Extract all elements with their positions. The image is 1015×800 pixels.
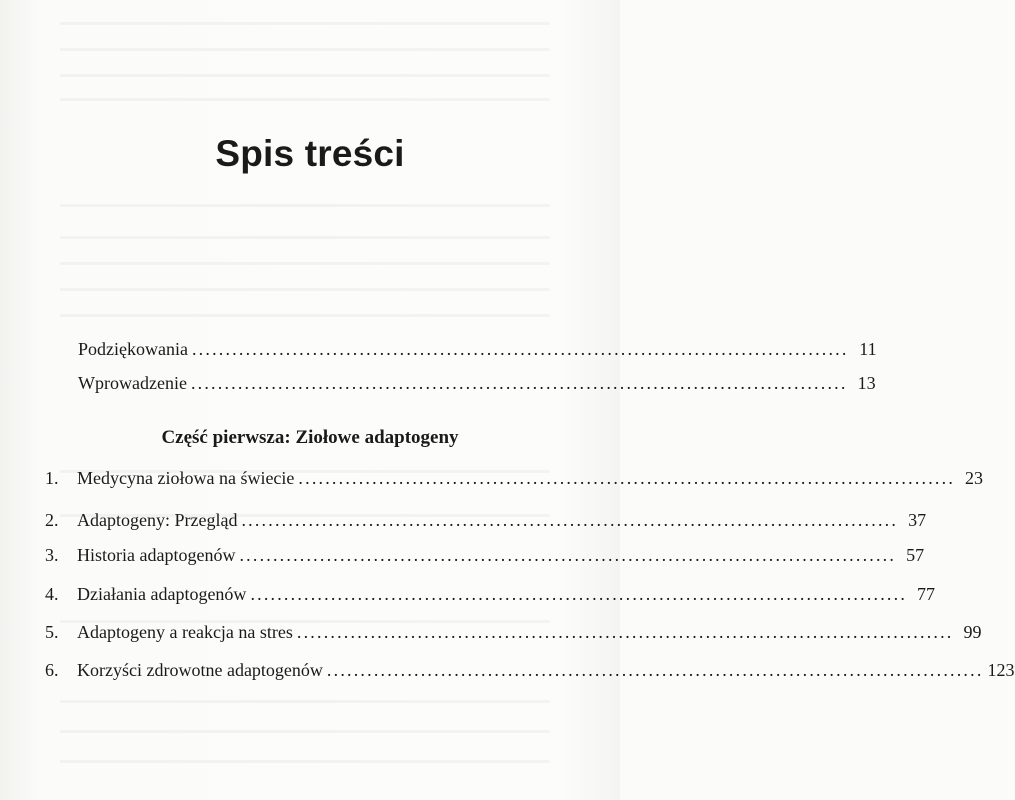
chapter-page: 37 — [908, 510, 927, 530]
show-through-line — [60, 236, 550, 239]
chapter-title: Medycyna ziołowa na świecie — [77, 468, 295, 488]
dot-leader: .................................................................................................. — [241, 510, 899, 530]
chapter-number: 4. — [45, 584, 59, 604]
chapter-number: 2. — [45, 510, 59, 530]
show-through-line — [60, 760, 550, 763]
dot-leader: .................................................................................................. — [191, 339, 849, 359]
show-through-line — [60, 288, 550, 291]
show-through-line — [60, 98, 550, 101]
toc-entry-introduction[interactable] — [78, 372, 876, 394]
part-heading: Część pierwsza: Ziołowe adaptogeny — [161, 427, 459, 448]
toc-entry-label: Wprowadzenie — [78, 373, 187, 393]
dot-leader: .................................................................................................. — [250, 584, 908, 604]
chapter-title: Korzyści zdrowotne adaptogenów — [77, 660, 323, 680]
show-through-line — [60, 22, 550, 25]
chapter-number: 1. — [45, 468, 59, 488]
chapter-title: Adaptogeny a reakcja na stres — [77, 622, 293, 642]
toc-entry-label: Podziękowania — [78, 339, 188, 359]
chapter-page: 123 — [987, 660, 1015, 680]
chapter-page: 23 — [965, 468, 984, 488]
show-through-line — [60, 74, 550, 77]
toc-chapter-4[interactable] — [45, 583, 936, 605]
chapter-page: 77 — [917, 584, 936, 604]
toc-entry-page: 13 — [857, 373, 876, 393]
show-through-line — [60, 48, 550, 51]
toc-chapter-1[interactable] — [45, 467, 984, 489]
toc-entry-acknowledgements[interactable] — [78, 338, 877, 360]
show-through-line — [60, 730, 550, 733]
chapter-number: 5. — [45, 622, 59, 642]
show-through-line — [60, 204, 550, 207]
toc-chapter-6[interactable] — [45, 659, 1015, 681]
chapter-title: Działania adaptogenów — [77, 584, 247, 604]
dot-leader: .................................................................................................. — [296, 622, 954, 642]
chapter-title: Adaptogeny: Przegląd — [77, 510, 238, 530]
toc-chapter-5[interactable] — [45, 621, 982, 643]
chapter-page: 99 — [963, 622, 982, 642]
page-title: Spis treści — [215, 133, 405, 174]
show-through-line — [60, 314, 550, 317]
toc-entry-page: 11 — [859, 339, 877, 359]
show-through-line — [60, 262, 550, 265]
dot-leader: .................................................................................................. — [298, 468, 956, 488]
dot-leader: .................................................................................................. — [326, 660, 984, 680]
toc-chapter-3[interactable] — [45, 544, 925, 566]
chapter-number: 6. — [45, 660, 59, 680]
dot-leader: .................................................................................................. — [239, 545, 897, 565]
toc-chapter-2[interactable] — [45, 509, 927, 531]
show-through-line — [60, 700, 550, 703]
chapter-title: Historia adaptogenów — [77, 545, 236, 565]
chapter-number: 3. — [45, 545, 59, 565]
chapter-page: 57 — [906, 545, 925, 565]
dot-leader: .................................................................................................. — [190, 373, 848, 393]
